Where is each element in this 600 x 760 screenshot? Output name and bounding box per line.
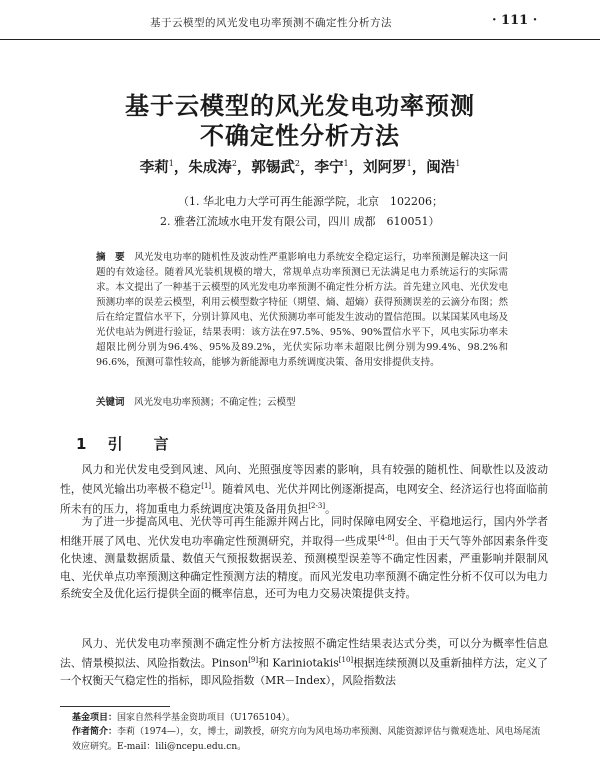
paragraph-text: 风力、光伏发电功率预测不确定性分析方法按照不确定性结果表达式分类，可以分为概率性信息法、情景模拟法、风险指数法。Pinson — [60, 637, 548, 670]
abstract — [96, 250, 508, 370]
affiliation-1: （1. 华北电力大学可再生能源学院，北京 102206； — [178, 195, 443, 208]
running-title: 基于云模型的风光发电功率预测不确定性分析方法 — [150, 17, 392, 29]
page-number: · 111 · — [492, 13, 538, 28]
author-affil-mark: 2 — [294, 159, 300, 169]
citation: [4-8] — [377, 534, 395, 543]
author-name: 闽浩 — [426, 159, 456, 176]
citation: [2-3] — [308, 502, 326, 511]
author-affil-mark: 2 — [231, 159, 237, 169]
author-name: 刘阿罗 — [363, 159, 407, 176]
author-name: 李宁 — [314, 159, 344, 176]
citation: [10] — [338, 656, 354, 665]
paragraph-text: 和 Kariniotakis — [258, 657, 339, 670]
page-header — [0, 0, 600, 40]
footnote-divider — [60, 706, 170, 707]
paper-title-line-1: 基于云模型的风光发电功率预测 — [125, 92, 475, 120]
author-affil-mark: 1 — [406, 159, 412, 169]
paper-title-line-2: 不确定性分析方法 — [200, 122, 400, 150]
footnote-text: 国家自然科学基金资助项目（U1765104）。 — [117, 713, 296, 723]
author-name: 朱成涛 — [188, 159, 232, 176]
author-affil-mark: 1 — [343, 159, 349, 169]
affiliation-2: 2. 雅砻江流域水电开发有限公司，四川 成都 610051） — [160, 215, 440, 228]
abstract-label: 摘 要 — [96, 252, 125, 263]
section-number: 1 — [76, 435, 95, 453]
footnote-funding — [72, 711, 542, 726]
paragraph-3 — [60, 635, 548, 690]
paragraph-text: 根据连续预测以及重新抽样方法，定义了一个权衡天气稳定性的指标，即风险指数（MR－Index），风险指数法 — [60, 657, 548, 688]
author-affil-mark: 1 — [168, 159, 174, 169]
footnote-label: 基金项目： — [72, 713, 118, 723]
footnote-label: 作者简介： — [72, 727, 118, 737]
paragraph-text: 。 — [325, 503, 336, 516]
section-heading — [76, 433, 177, 454]
author-list: 李莉$^1$，朱成涛$^2$，郭锡武$^2$，李宁$^1$，刘阿罗$^1$，闽浩$^1$ — [139, 159, 461, 176]
citation: [1] — [201, 482, 212, 491]
keywords-text: 风光发电功率预测；不确定性；云模型 — [134, 397, 296, 408]
keywords — [96, 394, 508, 408]
paragraph-1 — [60, 461, 548, 518]
author-name: 李莉 — [139, 159, 169, 176]
author-affil-mark: 1 — [455, 159, 461, 169]
footnote-author — [72, 725, 542, 755]
section-title: 引 言 — [107, 435, 177, 453]
footnote-text: 李莉（1974—），女，博士，副教授，研究方向为风电场功率预测、风能资源评估与微观选址、风电场尾流效应研究。E-mail：lili@ncepu.edu.cn。 — [72, 727, 541, 752]
paragraph-text: 风力和光伏发电受到风速、风向、光照强度等因素的影响，具有较强的随机性、间歇性以及波动性，使风光输出功率极不稳定 — [60, 463, 548, 496]
citation: [9] — [248, 656, 259, 665]
keywords-label: 关键词 — [96, 397, 125, 408]
abstract-text: 风光发电功率的随机性及波动性严重影响电力系统安全稳定运行，功率预测是解决这一问题的有效途径。随着风光装机规模的增大，常规单点功率预测已无法满足电力系统运行的实际需求。本文提出了一种基于云模型的风光发电功率预测不确定性分析方法。首先建立风电、光伏发电预测功率的误差云模型，利用云模型数字特征（期望、熵、超熵）获得预测误差的云滴分布图；然后在给定置信水平下，分别计算风电、光伏预测功率可能发生波动的置信范围。以某国某风电场及光伏电站为例进行验证，结果表明：该方法在97.5%、95%、90%置信水平下，风电实际功率未超限比例分别为96.4%、95%及89.2%，光伏实际功率未超限比例分别为99.4%、98.2%和96.6%，预测可靠性较高，能够为新能源电力系统调度决策、备用安排提供支持。 — [96, 252, 508, 368]
paragraph-2 — [60, 513, 548, 603]
paragraph-text: 。随着风电、光伏并网比例逐渐提高，电网安全、经济运行也将面临前所未有的压力，将加重电力系统调度决策及备用负担 — [60, 483, 548, 516]
author-name: 郭锡武 — [251, 159, 295, 176]
paragraph-text: 。但由于天气等外部因素条件变化快速、测量数据质量、数值天气预报数据误差、预测模型误差等不确定性因素，严重影响并限制风电、光伏单点功率预测这种确定性预测方法的精度。而风光发电功率预测不确定性分析不仅可以为电力系统安全及优化运行提供全面的概率信息，还可为电力交易决策提供支持。 — [60, 535, 548, 601]
paragraph-text: 为了进一步提高风电、光伏等可再生能源并网占比，同时保障电网安全、平稳地运行，国内外学者相继开展了风电、光伏发电功率确定性预测研究，并取得一些成果 — [60, 515, 548, 548]
